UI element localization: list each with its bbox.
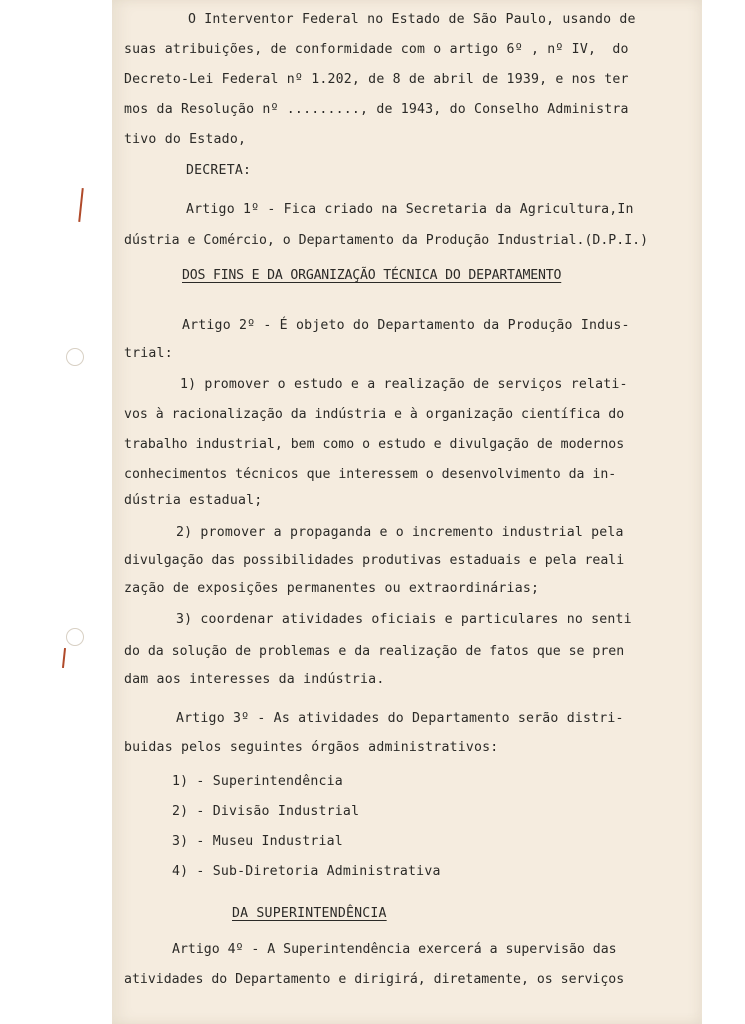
preamble-line: O Interventor Federal no Estado de São Paulo, usando de	[188, 12, 636, 27]
article-4-line: atividades do Departamento e dirigirá, diretamente, os serviços	[124, 972, 625, 987]
organ-item: 2) - Divisão Industrial	[172, 804, 360, 819]
margin-mark	[78, 188, 84, 222]
item-3-line: 3) coordenar atividades oficiais e particulares no senti	[176, 612, 632, 627]
item-1-line: 1) promover o estudo e a realização de serviços relati-	[180, 377, 628, 392]
punch-hole	[66, 628, 84, 646]
item-1-line: vos à racionalização da indústria e à organização científica do	[124, 407, 625, 422]
organ-item: 3) - Museu Industrial	[172, 834, 343, 849]
item-1-line: dústria estadual;	[124, 493, 263, 508]
article-3-line: buidas pelos seguintes órgãos administrativos:	[124, 740, 499, 755]
article-2-line: trial:	[124, 346, 173, 361]
preamble-line: mos da Resolução nº ........., de 1943, do Conselho Administra	[124, 102, 629, 117]
item-2-line: 2) promover a propaganda e o incremento industrial pela	[176, 525, 624, 540]
item-2-line: zação de exposições permanentes ou extraordinárias;	[124, 581, 540, 596]
article-2-line: Artigo 2º - É objeto do Departamento da Produção Indus-	[182, 318, 630, 333]
article-1-line: Artigo 1º - Fica criado na Secretaria da Agricultura,In	[186, 202, 634, 217]
article-4-line: Artigo 4º - A Superintendência exercerá a supervisão das	[172, 942, 617, 957]
article-1-line: dústria e Comércio, o Departamento da Produção Industrial.(D.P.I.)	[124, 233, 649, 248]
item-1-line: conhecimentos técnicos que interessem o desenvolvimento da in-	[124, 467, 617, 482]
item-1-line: trabalho industrial, bem como o estudo e divulgação de modernos	[124, 437, 625, 452]
preamble-line: suas atribuições, de conformidade com o artigo 6º , nº IV, do	[124, 42, 629, 57]
preamble-line: Decreto-Lei Federal nº 1.202, de 8 de abril de 1939, e nos ter	[124, 72, 629, 87]
item-3-line: do da solução de problemas e da realização de fatos que se pren	[124, 644, 625, 659]
punch-hole	[66, 348, 84, 366]
item-2-line: divulgação das possibilidades produtivas estaduais e pela reali	[124, 553, 625, 568]
organ-item: 4) - Sub-Diretoria Administrativa	[172, 864, 441, 879]
decreta-label: DECRETA:	[186, 163, 252, 178]
section-heading: DOS FINS E DA ORGANIZAÇÃO TÉCNICA DO DEPARTAMENTO	[182, 268, 562, 283]
section-heading: DA SUPERINTENDÊNCIA	[232, 906, 387, 921]
organ-item: 1) - Superintendência	[172, 774, 343, 789]
margin-mark	[62, 648, 66, 668]
preamble-line: tivo do Estado,	[124, 132, 247, 147]
article-3-line: Artigo 3º - As atividades do Departamento serão distri-	[176, 711, 624, 726]
item-3-line: dam aos interesses da indústria.	[124, 672, 385, 687]
